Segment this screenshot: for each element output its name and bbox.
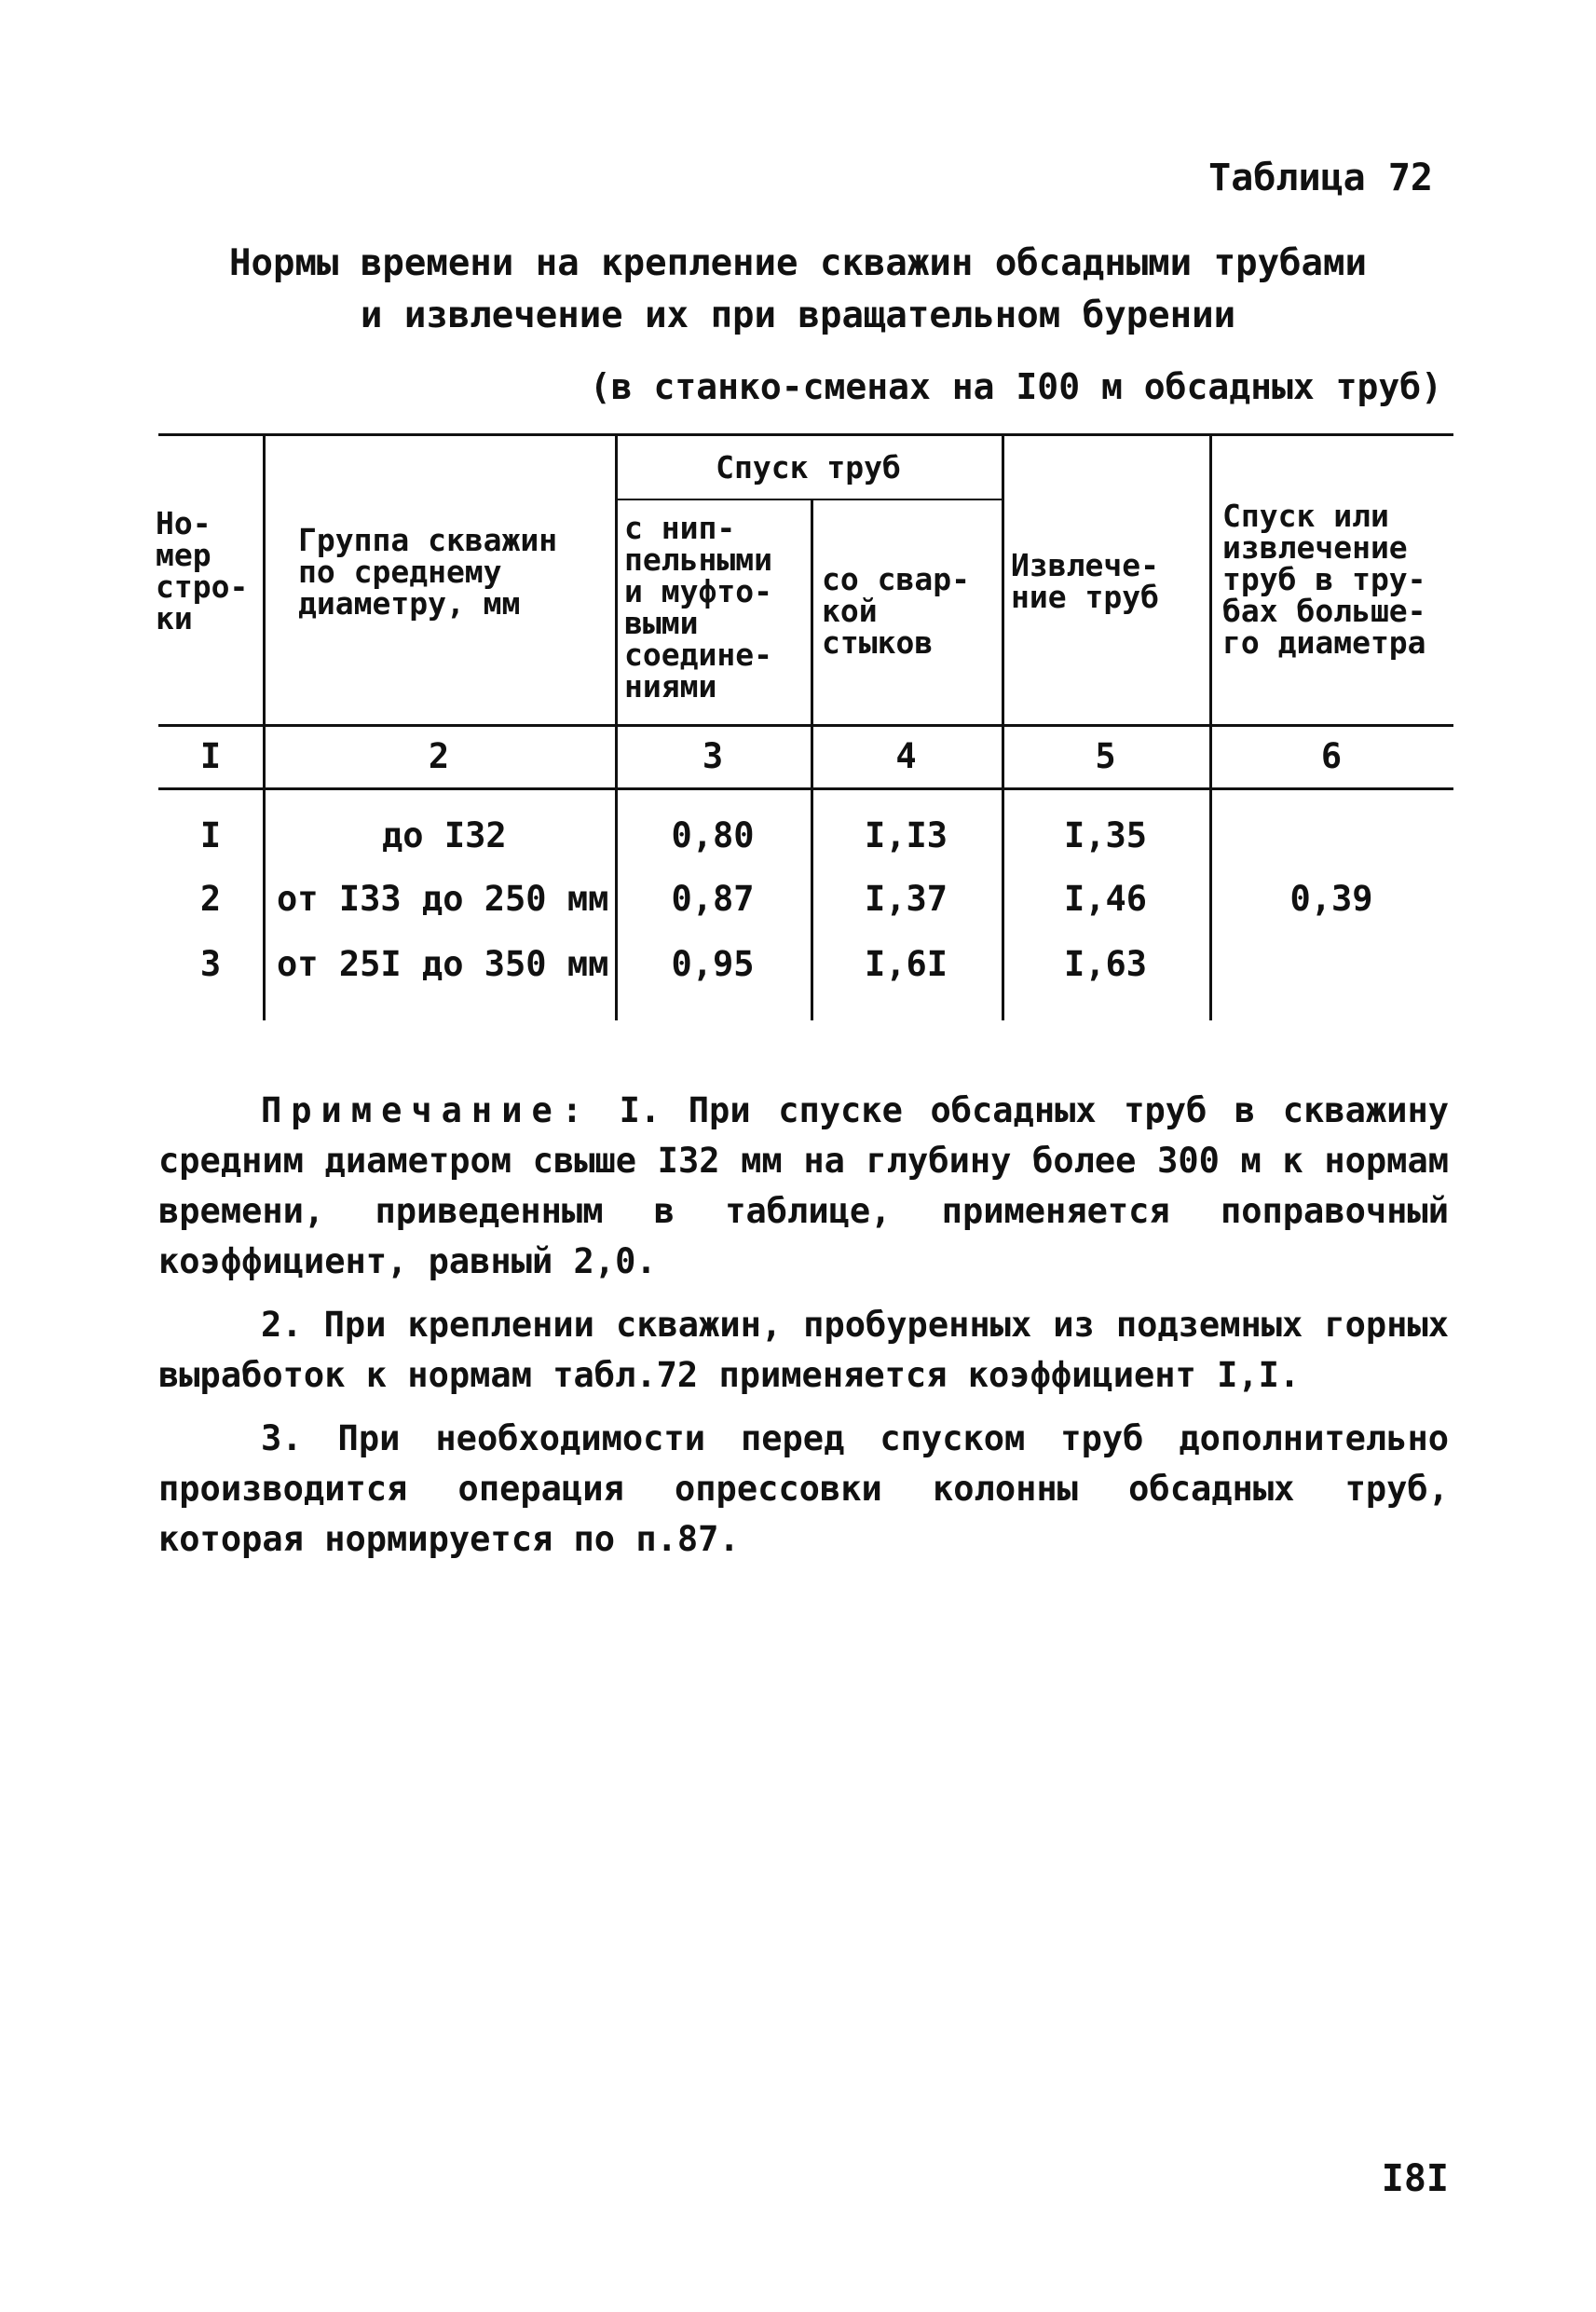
row-1-col5: I,35 <box>1063 815 1148 855</box>
header-group: Группа скважин по среднему диаметру, мм <box>298 522 558 622</box>
title-line-2: и извлечение их при вращательном бурении <box>360 294 1236 336</box>
row-2-col4: I,37 <box>864 879 948 919</box>
header-lowering: Спуск труб <box>716 449 901 486</box>
column-number-6: 6 <box>1320 736 1343 776</box>
header-bottom-rule <box>158 724 1453 727</box>
header-nipple: с нип- пельными и муфто- выми соедине- ниями <box>624 510 772 705</box>
row-3-col5: I,63 <box>1063 944 1148 984</box>
column-number-2: 2 <box>428 736 450 776</box>
page-number: I8I <box>1381 2157 1449 2200</box>
vline-2 <box>615 433 618 1020</box>
row-1-col3: 0,80 <box>671 815 755 855</box>
table-title <box>0 238 1596 342</box>
row-3-col3: 0,95 <box>671 944 755 984</box>
note-1: Примечание: I. При спуске обсадных труб в скважину средним диаметром свыше I32 мм на глубину более 300 м к нормам времени, приведенным в таблице, применяется поправочный коэффициент, равный 2,0. <box>158 1090 1449 1281</box>
column-number-4: 4 <box>895 736 917 776</box>
row-2-number: 2 <box>199 879 222 919</box>
column-numbers-rule <box>158 787 1453 790</box>
notes-label: Примечание: <box>261 1090 593 1130</box>
header-larger-diameter: Спуск или извлечение труб в тру- бах большe- го диаметра <box>1222 498 1426 661</box>
vline-1 <box>263 433 266 1020</box>
header-row-number: Но- мер стро- ки <box>156 505 249 636</box>
header-extraction: Извлече- ние труб <box>1011 547 1159 615</box>
col6-merged-value: 0,39 <box>1289 879 1373 919</box>
row-1-group: до I32 <box>382 815 507 855</box>
units-caption: (в станко-сменах на I00 м обсадных труб) <box>589 366 1442 407</box>
norms-table <box>158 433 1453 1020</box>
row-2-col5: I,46 <box>1063 879 1148 919</box>
row-3-number: 3 <box>199 944 222 984</box>
column-number-1: I <box>199 736 222 776</box>
row-1-col4: I,I3 <box>864 815 948 855</box>
notes <box>158 1086 1449 1578</box>
row-1-number: I <box>199 815 222 855</box>
title-line-1: Нормы времени на крепление скважин обсадными трубами <box>229 242 1367 284</box>
column-number-3: 3 <box>702 736 724 776</box>
row-2-group: от I33 до 250 мм <box>277 879 609 919</box>
vline-5 <box>1209 433 1212 1020</box>
table-label: Таблица 72 <box>1208 157 1433 199</box>
header-welded: со свар- кой стыков <box>822 561 970 661</box>
row-3-group: от 25I до 350 мм <box>277 944 609 984</box>
spusk-underline <box>615 499 1002 500</box>
note-3: 3. При необходимости перед спуском труб дополнительно производится операция опрессовки колонны обсадных труб, которая нормируется по п.87. <box>158 1418 1449 1559</box>
vline-4 <box>1002 433 1004 1020</box>
row-3-col4: I,6I <box>864 944 948 984</box>
column-number-5: 5 <box>1095 736 1116 776</box>
table-top-rule <box>158 433 1453 436</box>
row-2-col3: 0,87 <box>671 879 755 919</box>
note-2: 2. При креплении скважин, пробуренных из подземных горных выработок к нормам табл.72 применяется коэффициент I,I. <box>158 1305 1449 1395</box>
